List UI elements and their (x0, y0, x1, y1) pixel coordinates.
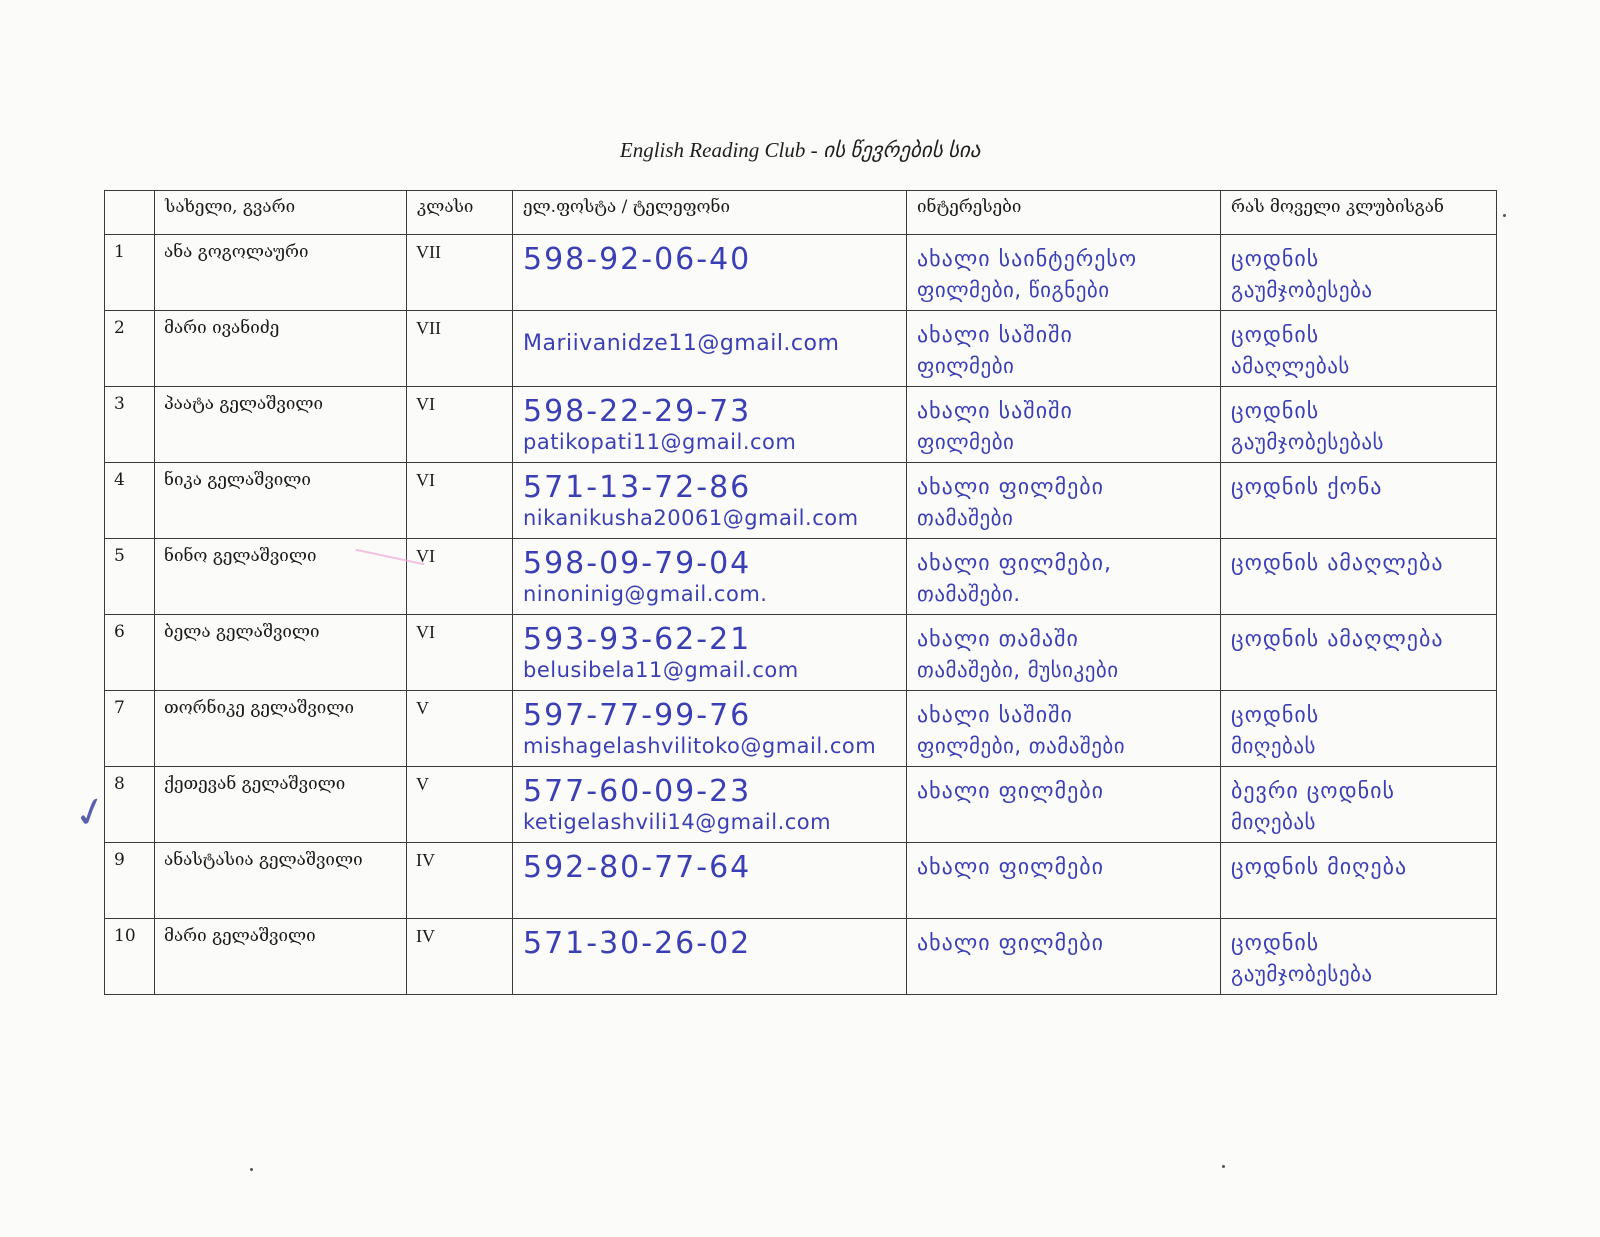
expectations-line-1: ცოდნის (1231, 931, 1320, 956)
member-interests (907, 767, 1221, 843)
header-interests: ინტერესები (907, 191, 1221, 235)
header-name: სახელი, გვარი (155, 191, 407, 235)
interests-line-1: ახალი საშიში (917, 399, 1073, 424)
row-number: 4 (105, 463, 155, 539)
member-interests (907, 919, 1221, 995)
expectations-line-1: ბევრი ცოდნის (1231, 779, 1395, 804)
contact-line-2: ketigelashvili14@gmail.com (523, 810, 832, 834)
expectations-line-1: ცოდნის (1231, 247, 1320, 272)
member-expectations (1221, 615, 1497, 691)
member-expectations (1221, 539, 1497, 615)
table-row (105, 539, 1497, 615)
table-row (105, 463, 1497, 539)
member-contact (513, 919, 907, 995)
expectations-line-2: მიღებას (1231, 734, 1317, 758)
member-grade: V (407, 767, 513, 843)
member-name: ანასტასია გელაშვილი (155, 843, 407, 919)
member-name: ბელა გელაშვილი (155, 615, 407, 691)
scan-dot (250, 1168, 253, 1171)
scan-dot (1503, 214, 1506, 217)
member-name: ნიკა გელაშვილი (155, 463, 407, 539)
header-contact: ელ.ფოსტა / ტელეფონი (513, 191, 907, 235)
member-grade: IV (407, 843, 513, 919)
expectations-line-1: ცოდნის ქონა (1231, 475, 1383, 500)
member-grade: VI (407, 387, 513, 463)
contact-line-2: nikanikusha20061@gmail.com (523, 506, 859, 530)
interests-line-2: თამაშები. (917, 582, 1021, 606)
member-interests (907, 387, 1221, 463)
contact-line-1: 598-09-79-04 (523, 546, 752, 581)
interests-line-1: ახალი ფილმები, (917, 551, 1113, 576)
interests-line-1: ახალი თამაში (917, 627, 1079, 652)
member-contact (513, 463, 907, 539)
member-interests (907, 691, 1221, 767)
member-contact (513, 539, 907, 615)
table-row (105, 919, 1497, 995)
contact-line-1: 597-77-99-76 (523, 698, 752, 733)
member-interests (907, 539, 1221, 615)
scan-dot (1222, 1165, 1225, 1168)
member-expectations (1221, 919, 1497, 995)
member-contact (513, 311, 907, 387)
member-contact (513, 843, 907, 919)
row-number: 9 (105, 843, 155, 919)
row-number: 3 (105, 387, 155, 463)
contact-line-2: belusibela11@gmail.com (523, 658, 799, 682)
row-number: 5 (105, 539, 155, 615)
member-name: პაატა გელაშვილი (155, 387, 407, 463)
interests-line-2: ფილმები (917, 354, 1015, 378)
member-grade: VII (407, 311, 513, 387)
expectations-line-1: ცოდნის (1231, 703, 1320, 728)
member-grade: IV (407, 919, 513, 995)
interests-line-1: ახალი საშიში (917, 703, 1073, 728)
contact-line-1: 592-80-77-64 (523, 850, 752, 885)
contact-line-1: 571-30-26-02 (523, 926, 752, 961)
interests-line-2: ფილმები, თამაშები (917, 734, 1126, 758)
contact-line-2: patikopati11@gmail.com (523, 430, 797, 454)
member-expectations (1221, 767, 1497, 843)
interests-line-2: ფილმები (917, 430, 1015, 454)
expectations-line-2: ამაღლებას (1231, 354, 1350, 378)
header-grade: კლასი (407, 191, 513, 235)
row-number: 2 (105, 311, 155, 387)
contact-line-1: 598-22-29-73 (523, 394, 752, 429)
contact-line-1: 593-93-62-21 (523, 622, 752, 657)
member-name: ნინო გელაშვილი (155, 539, 407, 615)
interests-line-1: ახალი ფილმები (917, 855, 1105, 880)
member-expectations (1221, 311, 1497, 387)
row-number: 8 (105, 767, 155, 843)
table-row (105, 843, 1497, 919)
expectations-line-1: ცოდნის ამაღლება (1231, 551, 1444, 576)
member-interests (907, 843, 1221, 919)
member-grade: VI (407, 539, 513, 615)
table-row (105, 615, 1497, 691)
row-number: 1 (105, 235, 155, 311)
interests-line-1: ახალი ფილმები (917, 779, 1105, 804)
member-contact (513, 767, 907, 843)
expectations-line-1: ცოდნის (1231, 399, 1320, 424)
interests-line-2: თამაშები, მუსიკები (917, 658, 1119, 682)
member-contact (513, 235, 907, 311)
table-row (105, 235, 1497, 311)
expectations-line-1: ცოდნის (1231, 323, 1320, 348)
expectations-line-2: მიღებას (1231, 810, 1317, 834)
document-title: English Reading Club - ის წევრების სია (619, 138, 981, 162)
expectations-line-1: ცოდნის ამაღლება (1231, 627, 1444, 652)
contact-line-2: mishagelashvilitoko@gmail.com (523, 734, 877, 758)
check-mark-icon: ✓ (68, 786, 113, 840)
expectations-line-1: ცოდნის მიღება (1231, 855, 1408, 880)
member-grade: VI (407, 463, 513, 539)
member-grade: VI (407, 615, 513, 691)
member-contact (513, 691, 907, 767)
contact-line-1: 577-60-09-23 (523, 774, 752, 809)
row-number: 10 (105, 919, 155, 995)
member-expectations (1221, 691, 1497, 767)
member-expectations (1221, 387, 1497, 463)
member-name: ანა გოგოლაური (155, 235, 407, 311)
interests-line-1: ახალი ფილმები (917, 475, 1105, 500)
member-name: თორნიკე გელაშვილი (155, 691, 407, 767)
member-contact (513, 615, 907, 691)
member-name: მარი ივანიძე (155, 311, 407, 387)
interests-line-2: ფილმები, წიგნები (917, 278, 1110, 302)
member-name: მარი გელაშვილი (155, 919, 407, 995)
header-number (105, 191, 155, 235)
members-table (104, 190, 1497, 995)
member-interests (907, 463, 1221, 539)
member-grade: VII (407, 235, 513, 311)
contact-line-1: Mariivanidze11@gmail.com (523, 331, 840, 356)
contact-line-1: 598-92-06-40 (523, 242, 752, 277)
interests-line-1: ახალი საინტერესო (917, 247, 1138, 272)
member-contact (513, 387, 907, 463)
contact-line-2: ninoninig@gmail.com. (523, 582, 768, 606)
expectations-line-2: გაუმჯობესება (1231, 962, 1373, 986)
header-expectations: რას მოველი კლუბისგან (1221, 191, 1497, 235)
table-row (105, 311, 1497, 387)
member-expectations (1221, 463, 1497, 539)
header-row (105, 191, 1497, 235)
interests-line-1: ახალი საშიში (917, 323, 1073, 348)
member-interests (907, 615, 1221, 691)
interests-line-2: თამაშები (917, 506, 1014, 530)
member-interests (907, 311, 1221, 387)
expectations-line-2: გაუმჯობესება (1231, 278, 1373, 302)
table-row (105, 691, 1497, 767)
member-name: ქეთევან გელაშვილი (155, 767, 407, 843)
table-row (105, 767, 1497, 843)
expectations-line-2: გაუმჯობესებას (1231, 430, 1385, 454)
contact-line-1: 571-13-72-86 (523, 470, 752, 505)
member-grade: V (407, 691, 513, 767)
member-expectations (1221, 843, 1497, 919)
interests-line-1: ახალი ფილმები (917, 931, 1105, 956)
member-expectations (1221, 235, 1497, 311)
row-number: 7 (105, 691, 155, 767)
member-interests (907, 235, 1221, 311)
table-row (105, 387, 1497, 463)
row-number: 6 (105, 615, 155, 691)
